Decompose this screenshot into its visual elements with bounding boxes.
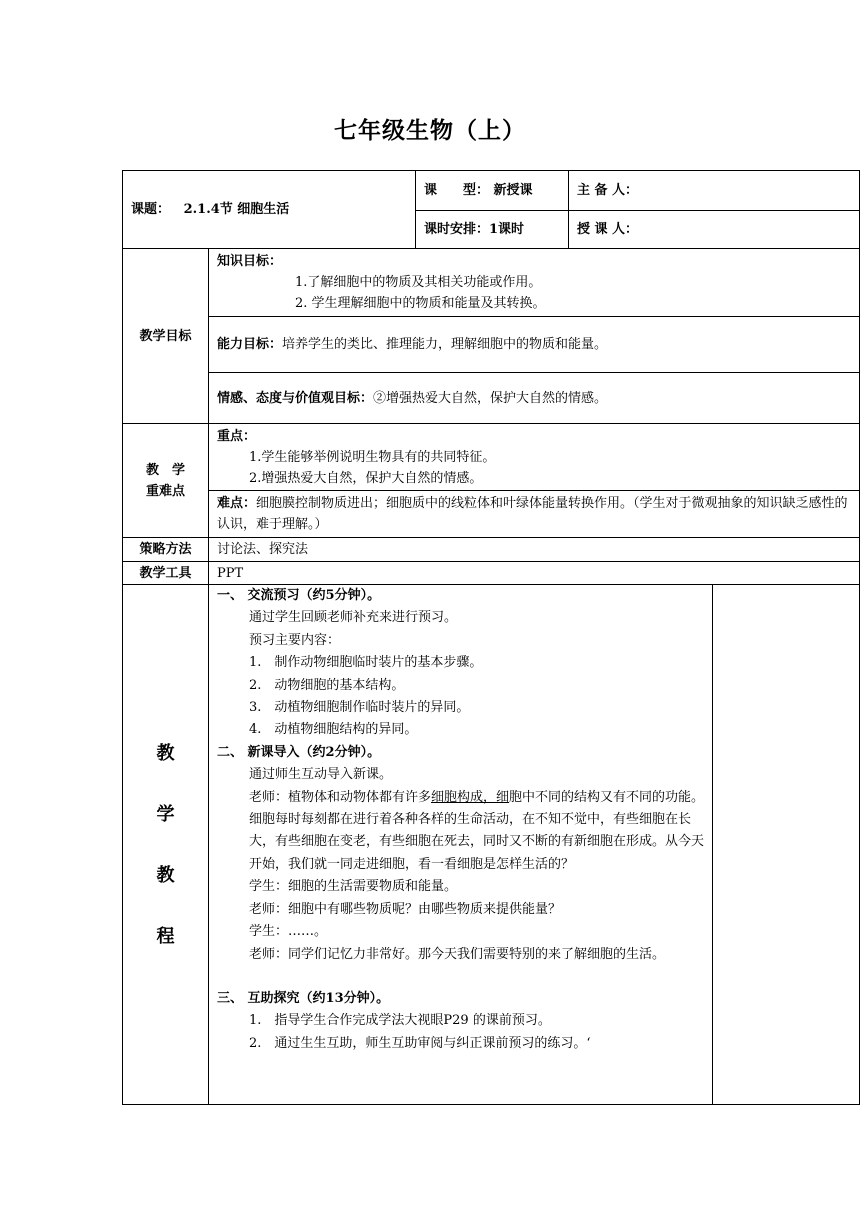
dialog-text: 老师：植物体和动物体都有许多 bbox=[249, 789, 432, 805]
key-label: 重点： bbox=[217, 429, 257, 444]
teacher-dialog bbox=[217, 787, 706, 877]
topic-label: 课题： bbox=[131, 202, 171, 217]
student-dialog: 学生：细胞的生活需要物质和能量。 bbox=[249, 879, 458, 895]
keypoints-label bbox=[123, 424, 209, 538]
section-1-item: 4. 动植物细胞结构的异同。 bbox=[249, 722, 418, 738]
key-item: 2.增强热爱大自然，保护大自然的情感。 bbox=[249, 471, 483, 486]
section-1-text: 预习主要内容： bbox=[249, 632, 341, 648]
strategy-label: 策略方法 bbox=[123, 538, 209, 562]
teacher-dialog: 老师：同学们记忆力非常好。那今天我们需要特别的来了解细胞的生活。 bbox=[249, 946, 666, 962]
tools-label: 教学工具 bbox=[123, 562, 209, 585]
section-2-text: 通过师生互动导入新课。 bbox=[249, 767, 393, 783]
goals-label: 教学目标 bbox=[123, 249, 209, 424]
section-3-item: 1. 指导学生合作完成学法大视眼P29 的课前预习。 bbox=[249, 1013, 551, 1029]
preparer-label: 主 备 人： bbox=[577, 183, 639, 198]
difficult-points-cell bbox=[209, 491, 860, 538]
strategy-value: 讨论法、探究法 bbox=[209, 538, 860, 562]
section-2-title: 二、 新课导入（约2分钟）。 bbox=[217, 744, 381, 760]
section-3-item: 2. 通过生生互助，师生互助审阅与纠正课前预习的练习。‘ bbox=[249, 1035, 591, 1051]
knowledge-item: 2. 学生理解细胞中的物质和能量及其转换。 bbox=[295, 296, 546, 311]
process-notes-cell bbox=[713, 585, 860, 1105]
knowledge-label: 知识目标： bbox=[217, 254, 283, 269]
preparer-cell bbox=[569, 171, 860, 211]
ability-goals-cell bbox=[209, 317, 860, 373]
section-1-item: 1. 制作动物细胞临时装片的基本步骤。 bbox=[249, 655, 483, 671]
process-char: 教 bbox=[156, 742, 175, 764]
type-cell bbox=[416, 171, 569, 211]
emotion-text: ②增强热爱大自然，保护大自然的情感。 bbox=[373, 390, 608, 406]
process-char: 教 bbox=[156, 864, 175, 886]
section-3-title: 三、 互助探究（约13分钟）。 bbox=[217, 990, 390, 1006]
page-title: 七年级生物（上） bbox=[334, 117, 526, 144]
type-value: 新授课 bbox=[493, 183, 533, 198]
knowledge-item: 1.了解细胞中的物质及其相关功能或作用。 bbox=[295, 275, 542, 290]
knowledge-goals-cell bbox=[209, 249, 860, 317]
dialog-text: 胞中不同的结构又有不同的功能。细胞每时每刻都在进行着各种各样的生命活动，在不知不觉中，有些细胞在长大，有些细胞在变老，有些细胞在死去，同时又不断的有新细胞在形成。从今天开始，我们就一同走进细胞，看一看细胞是怎样生活的？ bbox=[249, 789, 705, 872]
teacher-label: 授 课 人： bbox=[577, 222, 639, 237]
teacher-cell bbox=[569, 211, 860, 249]
key-item: 1.学生能够举例说明生物具有的共同特征。 bbox=[249, 450, 496, 465]
process-label bbox=[123, 585, 209, 1105]
process-content-cell bbox=[209, 585, 713, 1105]
hours-label: 课时安排： bbox=[424, 222, 490, 237]
topic-cell bbox=[123, 171, 416, 249]
keypoints-label-line2: 重难点 bbox=[145, 483, 185, 499]
keypoints-label-line1: 教 学 bbox=[145, 462, 185, 478]
blank-line bbox=[217, 966, 706, 988]
type-label: 课 型： bbox=[424, 183, 490, 198]
hours-value: 1课时 bbox=[489, 222, 525, 237]
topic-value: 2.1.4节 细胞生活 bbox=[183, 202, 290, 217]
ability-label: 能力目标： bbox=[217, 337, 283, 352]
section-1-title: 一、 交流预习（约5分钟）。 bbox=[217, 588, 381, 603]
process-char: 程 bbox=[156, 925, 175, 947]
dialog-underlined-text: 细胞构成，细 bbox=[431, 789, 510, 805]
key-points-cell bbox=[209, 424, 860, 491]
lesson-plan-table bbox=[122, 170, 860, 1105]
ability-text: 培养学生的类比、推理能力，理解细胞中的物质和能量。 bbox=[282, 337, 608, 352]
tools-value: PPT bbox=[209, 562, 860, 585]
process-char: 学 bbox=[156, 803, 175, 825]
emotion-goals-cell bbox=[209, 373, 860, 424]
emotion-label: 情感、态度与价值观目标： bbox=[217, 390, 374, 406]
student-dialog: 学生：……。 bbox=[249, 924, 328, 940]
section-1-text: 通过学生回顾老师补充来进行预习。 bbox=[249, 610, 458, 626]
teacher-dialog: 老师：细胞中有哪些物质呢？由哪些物质来提供能量？ bbox=[249, 901, 562, 917]
section-1-item: 3. 动植物细胞制作临时装片的异同。 bbox=[249, 700, 470, 716]
section-1-item: 2. 动物细胞的基本结构。 bbox=[249, 677, 405, 693]
difficult-label: 难点： bbox=[217, 496, 257, 511]
difficult-text: 细胞膜控制物质进出；细胞质中的线粒体和叶绿体能量转换作用。（学生对于微观抽象的知识缺乏感性的认识，难于理解。） bbox=[217, 496, 848, 532]
hours-cell bbox=[416, 211, 569, 249]
